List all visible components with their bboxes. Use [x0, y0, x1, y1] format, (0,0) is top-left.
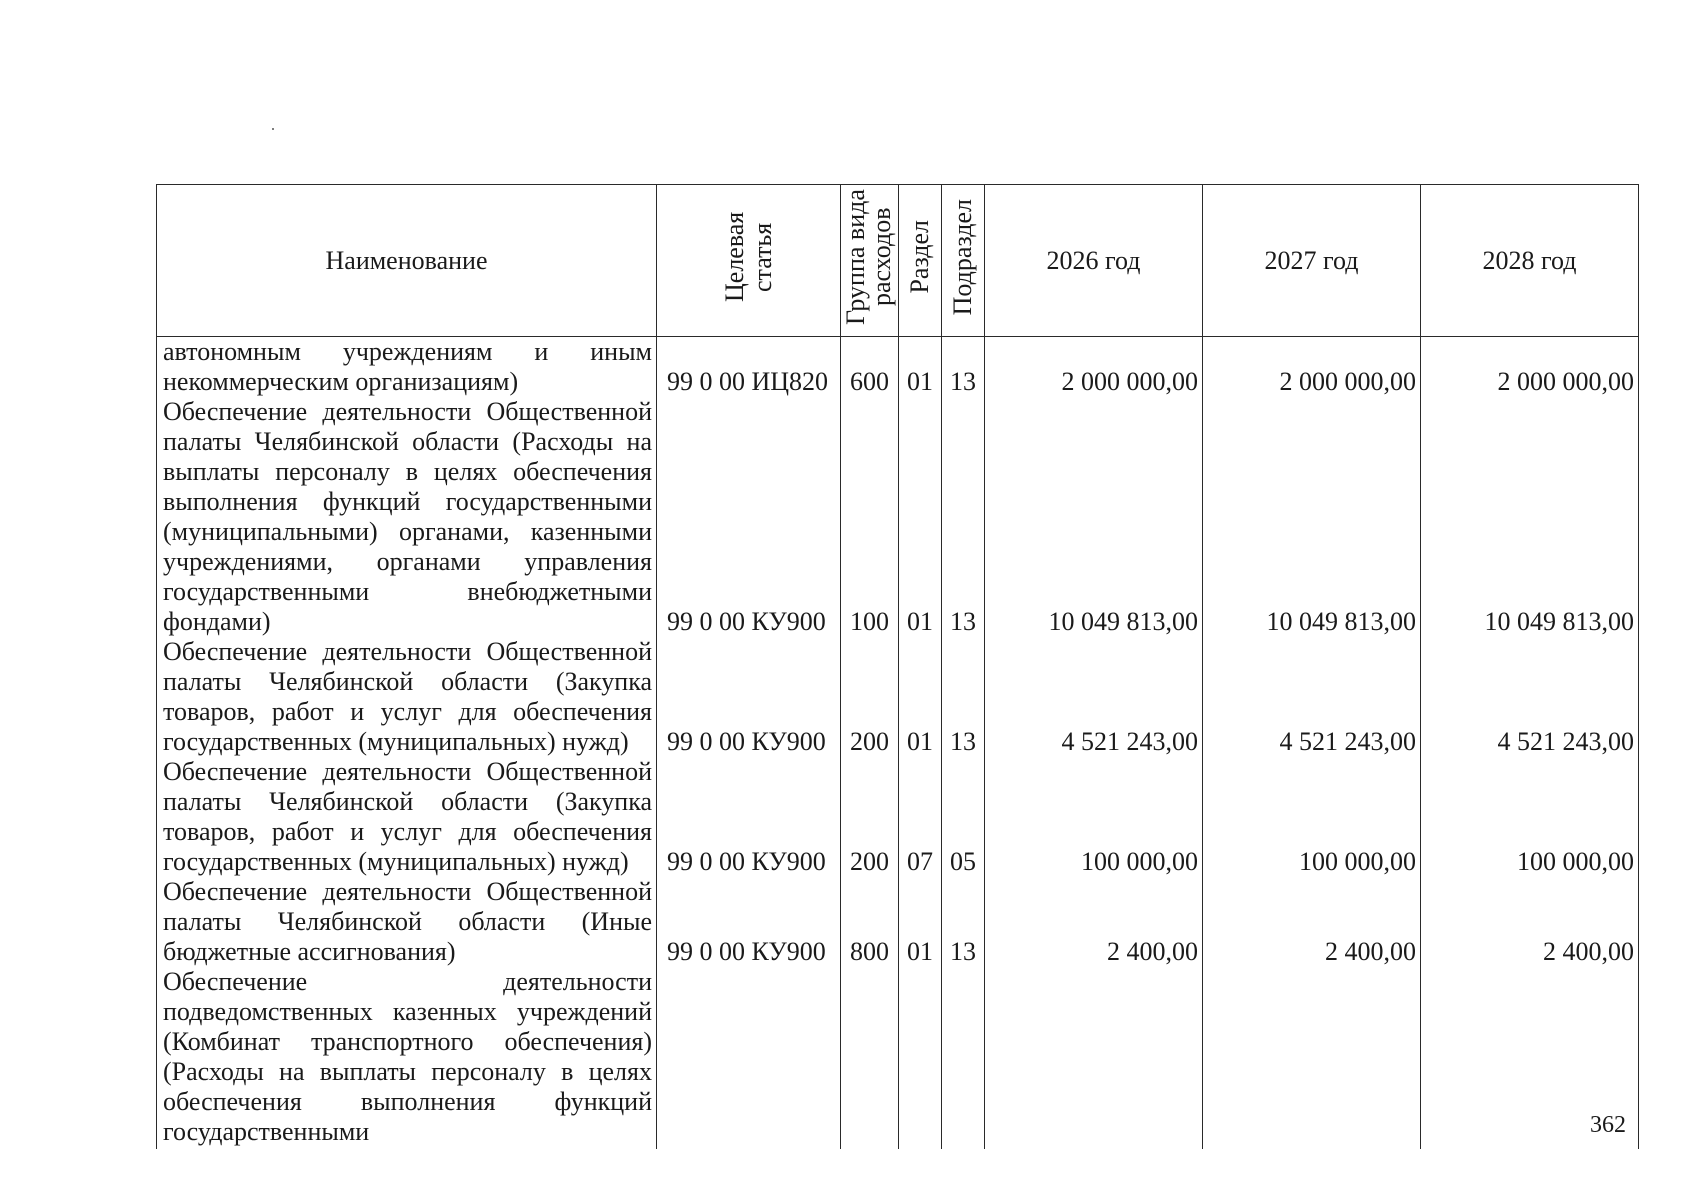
budget-table [156, 184, 1639, 1149]
row-section: 01 [899, 337, 942, 398]
row-name: Обеспечение деятельности Общественной палаты Челябинской области (Расходы на выплаты персоналу в целях обеспечения выполнения функций государственными (муниципальными) органами, казенными учреждениями, органами управления государственными внебюджетными фондами) [157, 397, 657, 637]
row-name: Обеспечение деятельности Общественной палаты Челябинской области (Закупка товаров, работ и услуг для обеспечения государственных (муниципальных) нужд) [157, 757, 657, 877]
scan-speck [272, 128, 274, 130]
row-section: 01 [899, 877, 942, 967]
row-section [899, 967, 942, 1147]
header-expense-group-text: Группа вида расходов [840, 189, 896, 325]
header-name: Наименование [157, 185, 657, 337]
header-section-text: Раздел [905, 220, 934, 294]
page-number: 362 [1590, 1112, 1626, 1138]
row-expense-group: 200 [841, 757, 899, 877]
row-2027: 2 000 000,00 [1203, 337, 1421, 398]
table-row [157, 337, 1639, 398]
row-section: 01 [899, 397, 942, 637]
row-2026: 2 000 000,00 [985, 337, 1203, 398]
row-2028: 2 000 000,00 [1421, 337, 1639, 398]
table-row [157, 877, 1639, 967]
row-section: 01 [899, 637, 942, 757]
header-subsection-text: Подраздел [948, 198, 977, 316]
table-row [157, 637, 1639, 757]
row-name: Обеспечение деятельности подведомственных казенных учреждений (Комбинат транспортного обеспечения) (Расходы на выплаты персоналу в целях обеспечения выполнения функций государственными [157, 967, 657, 1147]
header-target-article-text: Целевая статья [719, 211, 777, 303]
row-target-article: 99 0 00 КУ900 [657, 397, 841, 637]
row-2026: 2 400,00 [985, 877, 1203, 967]
row-subsection: 13 [942, 337, 985, 398]
row-expense-group: 800 [841, 877, 899, 967]
row-subsection: 13 [942, 397, 985, 637]
row-subsection [942, 967, 985, 1147]
row-target-article: 99 0 00 ИЦ820 [657, 337, 841, 398]
header-2027: 2027 год [1203, 185, 1421, 337]
header-section [899, 185, 942, 337]
header-2028: 2028 год [1421, 185, 1639, 337]
row-2026: 4 521 243,00 [985, 637, 1203, 757]
row-2028: 4 521 243,00 [1421, 637, 1639, 757]
row-expense-group: 600 [841, 337, 899, 398]
row-2027 [1203, 967, 1421, 1147]
row-target-article: 99 0 00 КУ900 [657, 757, 841, 877]
row-2028: 2 400,00 [1421, 877, 1639, 967]
header-subsection [942, 185, 985, 337]
row-2027: 100 000,00 [1203, 757, 1421, 877]
row-subsection: 13 [942, 877, 985, 967]
row-target-article: 99 0 00 КУ900 [657, 637, 841, 757]
row-2026: 10 049 813,00 [985, 397, 1203, 637]
row-2026: 100 000,00 [985, 757, 1203, 877]
row-name: автономным учреждениям и иным некоммерческим организациям) [157, 337, 657, 398]
row-name: Обеспечение деятельности Общественной палаты Челябинской области (Иные бюджетные ассигнования) [157, 877, 657, 967]
row-target-article [657, 967, 841, 1147]
header-expense-group [841, 185, 899, 337]
row-subsection: 13 [942, 637, 985, 757]
row-2028: 100 000,00 [1421, 757, 1639, 877]
row-2027: 2 400,00 [1203, 877, 1421, 967]
table-row [157, 397, 1639, 637]
row-2028: 10 049 813,00 [1421, 397, 1639, 637]
row-2027: 4 521 243,00 [1203, 637, 1421, 757]
row-target-article: 99 0 00 КУ900 [657, 877, 841, 967]
table-row [157, 967, 1639, 1147]
row-expense-group: 100 [841, 397, 899, 637]
header-2026: 2026 год [985, 185, 1203, 337]
header-row [157, 185, 1639, 337]
row-2027: 10 049 813,00 [1203, 397, 1421, 637]
table-filler-row [157, 1147, 1639, 1149]
table-row [157, 757, 1639, 877]
header-target-article [657, 185, 841, 337]
row-expense-group: 200 [841, 637, 899, 757]
row-name: Обеспечение деятельности Общественной палаты Челябинской области (Закупка товаров, работ и услуг для обеспечения государственных (муниципальных) нужд) [157, 637, 657, 757]
row-expense-group [841, 967, 899, 1147]
row-2026 [985, 967, 1203, 1147]
row-section: 07 [899, 757, 942, 877]
row-subsection: 05 [942, 757, 985, 877]
